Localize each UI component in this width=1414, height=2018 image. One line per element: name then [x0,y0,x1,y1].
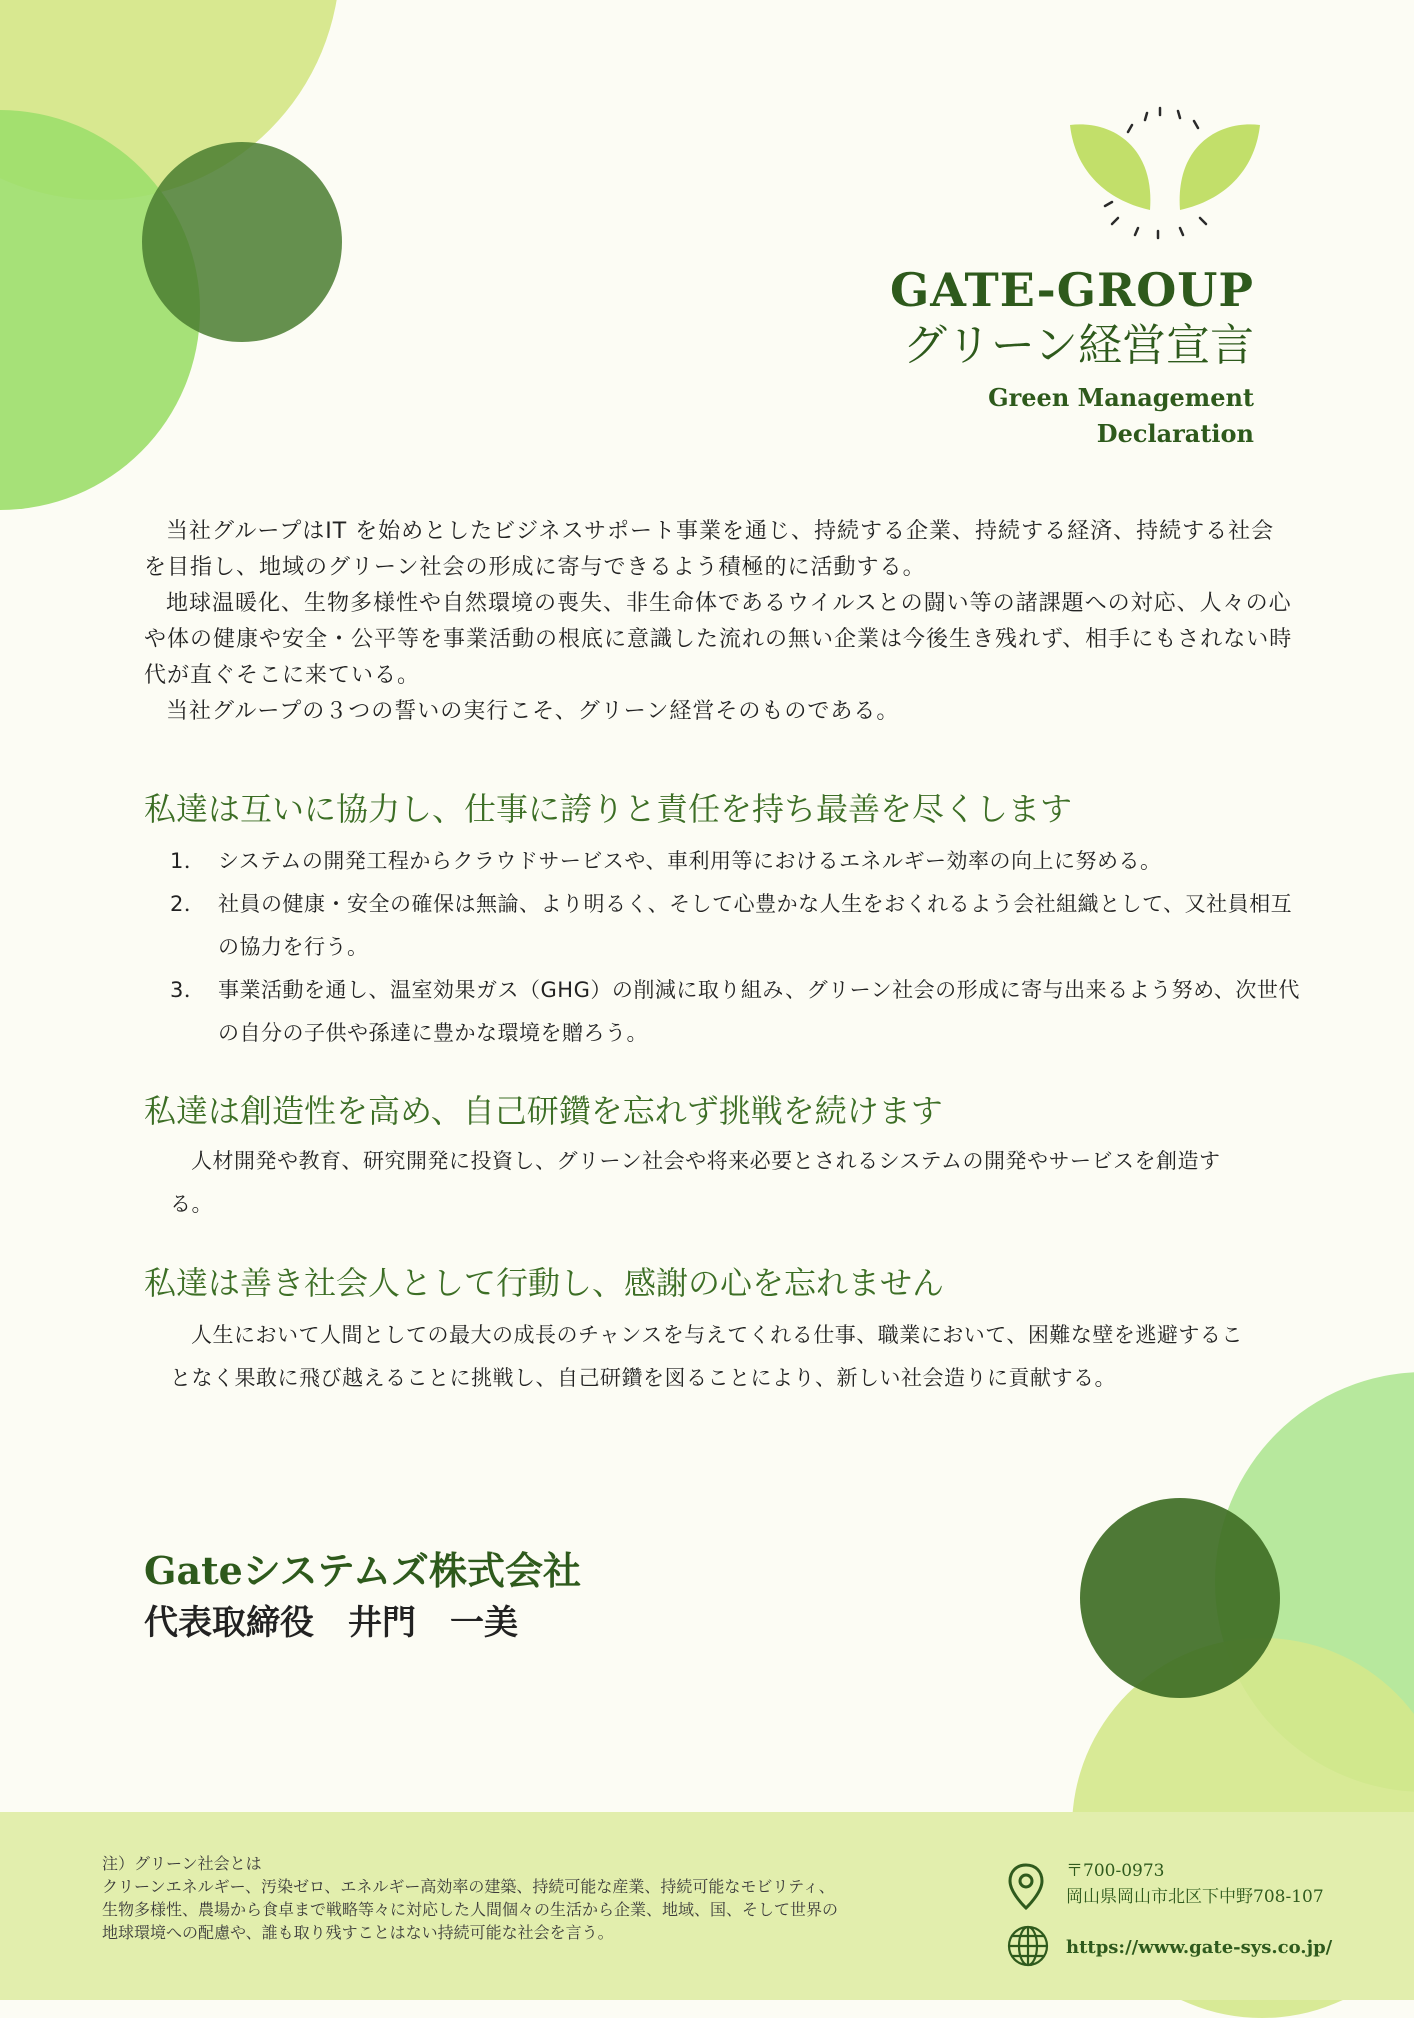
section2-heading: 私達は創造性を高め、自己研鑽を忘れず挑戦を続けます [144,1092,943,1130]
section1-list [170,840,1300,1055]
intro-paragraph-1: 当社グループはIT を始めとしたビジネスサポート事業を通じ、持続する企業、持続する経済、持続する社会を目指し、地域のグリーン社会の形成に寄与できるよう積極的に活動する。 [144,519,1275,580]
intro-section [144,514,1294,730]
title-block [890,262,1254,452]
intro-paragraph-3: 当社グループの３つの誓いの実行こそ、グリーン経営そのものである。 [166,699,900,724]
address: 岡山県岡山市北区下中野708-107 [1066,1887,1324,1907]
address-block [1066,1858,1324,1910]
list-item-text: 社員の健康・安全の確保は無論、より明るく、そして心豊かな人生をおくれるよう会社組織として、又社員相互の協力を行う。 [218,892,1293,959]
subtitle-line2: Declaration [1096,419,1254,448]
list-item-number: 1． [170,849,206,873]
list-item-text: システムの開発工程からクラウドサービスや、車利用等におけるエネルギー効率の向上に努める。 [218,849,1162,873]
title-en: GATE-GROUP [890,263,1254,317]
list-item-number: 3． [170,978,206,1002]
section3-heading: 私達は善き社会人として行動し、感謝の心を忘れません [144,1264,945,1302]
subtitle-line1: Green Management [988,383,1254,412]
note-line: クリーンエネルギー、汚染ゼロ、エネルギー高効率の建築、持続可能な産業、持続可能なモビリティ、 [102,1877,835,1896]
note-line: 生物多様性、農場から食卓まで戦略等々に対応した人間個々の生活から企業、地域、国、そして世界の [102,1900,839,1919]
intro-paragraph-2: 地球温暖化、生物多様性や自然環境の喪失、非生命体であるウイルスとの闘い等の諸課題への対応、人々の心や体の健康や安全・公平等を事業活動の根底に意識した流れの無い企業は今後生き残れず、相手にもされない時代が直ぐそこに来ている。 [144,591,1293,688]
section1-heading: 私達は互いに協力し、仕事に誇りと責任を持ち最善を尽くします [144,790,1073,828]
title-jp: グリーン経営宣言 [902,320,1254,371]
section2-text: 人材開発や教育、研究開発に投資し、グリーン社会や将来必要とされるシステムの開発やサービスを創造する。 [170,1149,1221,1216]
list-item-text: 事業活動を通し、温室効果ガス（GHG）の削減に取り組み、グリーン社会の形成に寄与出来るよう努め、次世代の自分の子供や孫達に豊かな環境を贈ろう。 [218,978,1300,1045]
website-link[interactable]: https://www.gate-sys.co.jp/ [1066,1937,1333,1958]
globe-icon [1006,1924,1050,1968]
decor-circle-bottom-dark [1080,1498,1280,1698]
list-item [170,840,1300,883]
note-title: 注）グリーン社会とは [102,1854,262,1873]
postal-code: 〒700-0973 [1066,1861,1165,1881]
leaf-logo-icon [1060,100,1270,250]
list-item [170,969,1300,1055]
company-name: Gateシステムズ株式会社 [144,1548,582,1593]
location-pin-icon [1006,1862,1046,1912]
note-line: 地球環境への配慮や、誰も取り残すことはない持続可能な社会を言う。 [102,1923,614,1942]
section3-text: 人生において人間としての最大の成長のチャンスを与えてくれる仕事、職業において、困難な壁を逃避することなく果敢に飛び越えることに挑戦し、自己研鑽を図ることにより、新しい社会造りに貢献する。 [170,1323,1243,1390]
decor-circle-top-dark [142,142,342,342]
footer [0,1812,1414,2000]
list-item [170,883,1300,969]
list-item-number: 2． [170,892,206,916]
footer-note [102,1852,1002,1944]
representative-name: 代表取締役 井門 一美 [144,1603,518,1643]
